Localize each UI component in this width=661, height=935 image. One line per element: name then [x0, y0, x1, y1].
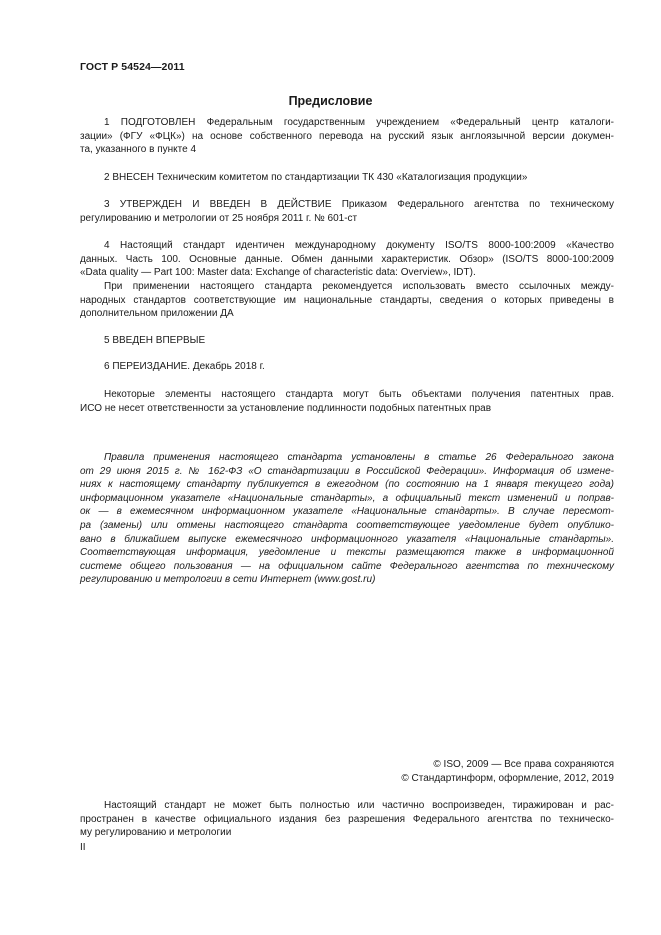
text-line: регулированию и метрологии от 25 ноября 2011 г. № 601-ст — [80, 212, 358, 224]
copyright-standartinform: © Стандартинформ, оформление, 2012, 2019 — [401, 773, 614, 784]
text-line: му регулированию и метрологии — [80, 827, 232, 839]
text-line: дополнительном приложении ДА — [80, 308, 234, 320]
text-line: Некоторые элементы настоящего стандарта могут быть объектами получения патентных прав. — [104, 389, 614, 400]
paragraph-item-4 — [80, 239, 614, 280]
text-line: вано в ближайшем выпуске ежемесячного информационного указателя «Национальные стандарты». — [80, 533, 614, 545]
text-line: 2 ВНЕСЕН Техническим комитетом по стандартизации ТК 430 «Каталогизация продукции» — [104, 172, 528, 183]
text-line: При применении настоящего стандарта рекомендуется использовать вместо ссылочных между- — [104, 281, 614, 292]
paragraph-item-4-note — [80, 280, 614, 321]
text-line: ИСО не несет ответственности за установление подлинности подобных патентных прав — [80, 402, 492, 414]
text-line: 6 ПЕРЕИЗДАНИЕ. Декабрь 2018 г. — [104, 361, 265, 372]
paragraph-item-1 — [80, 116, 614, 157]
text-line: Соответствующая информация, уведомление и тексты размещаются также в информационной — [80, 547, 614, 559]
text-line: Правила применения настоящего стандарта установлены в статье 26 Федерального закона — [104, 452, 614, 463]
text-line: 1 ПОДГОТОВЛЕН Федеральным государственным учреждением «Федеральный центр каталоги- — [104, 117, 614, 128]
text-line: 3 УТВЕРЖДЕН И ВВЕДЕН В ДЕЙСТВИЕ Приказом Федерального агентства по техническому — [104, 199, 614, 210]
paragraph-item-6 — [80, 360, 614, 374]
copyright-block — [401, 758, 614, 786]
text-line: ниях к настоящему стандарту публикуется в ежегодном (по состоянию на 1 января текущего года) — [80, 479, 614, 491]
copyright-iso: © ISO, 2009 — Все права сохраняются — [433, 759, 614, 770]
text-line: Настоящий стандарт не может быть полностью или частично воспроизведен, тиражирован и рас- — [104, 800, 614, 811]
paragraph-item-2 — [80, 171, 614, 185]
paragraph-patent-notice — [80, 388, 614, 415]
text-line: ок — в ежемесячном информационном указателе «Национальные стандарты». В случае пересмот- — [80, 506, 614, 518]
text-line: информационном указателе «Национальные стандарты», а официальный текст изменений и поправ- — [80, 492, 614, 504]
text-line: ра (замены) или отмены настоящего стандарта соответствующее уведомление будет опублико- — [80, 519, 614, 531]
text-line: «Data quality — Part 100: Master data: Exchange of characteristic data: Overview», IDT). — [80, 267, 476, 279]
paragraph-item-5 — [80, 334, 614, 348]
text-line: от 29 июня 2015 г. № 162-ФЗ «О стандартизации в Российской Федерации». Информация об измене- — [80, 465, 614, 477]
page-title: Предисловие — [288, 94, 373, 108]
text-line: 5 ВВЕДЕН ВПЕРВЫЕ — [104, 335, 206, 346]
text-line: системе общего пользования — на официальном сайте Федерального агентства по техническому — [80, 560, 614, 572]
paragraph-reproduction-notice — [80, 799, 614, 840]
paragraph-rules-of-application — [80, 451, 614, 587]
text-line: пространен в качестве официального издания без разрешения Федерального агентства по техническо- — [80, 813, 614, 825]
text-line: народных стандартов соответствующие им национальные стандарты, сведения о которых приведены в — [80, 294, 614, 306]
paragraph-item-3 — [80, 198, 614, 225]
text-line: та, указанного в пункте 4 — [80, 144, 197, 156]
standard-code-header: ГОСТ Р 54524—2011 — [80, 61, 185, 73]
text-line: 4 Настоящий стандарт идентичен международному документу ISO/TS 8000-100:2009 «Качество — [104, 240, 614, 251]
page-number: II — [80, 842, 86, 853]
text-line: данных. Часть 100. Основные данные. Обмен данными характеристик. Обзор» (ISO/TS 8000-100:2009 — [80, 253, 614, 265]
text-line: зации» (ФГУ «ФЦК») на основе собственного перевода на русский язык англоязычной версии докумен- — [80, 130, 614, 142]
text-line: регулированию и метрологии в сети Интернет (www.gost.ru) — [80, 574, 376, 586]
